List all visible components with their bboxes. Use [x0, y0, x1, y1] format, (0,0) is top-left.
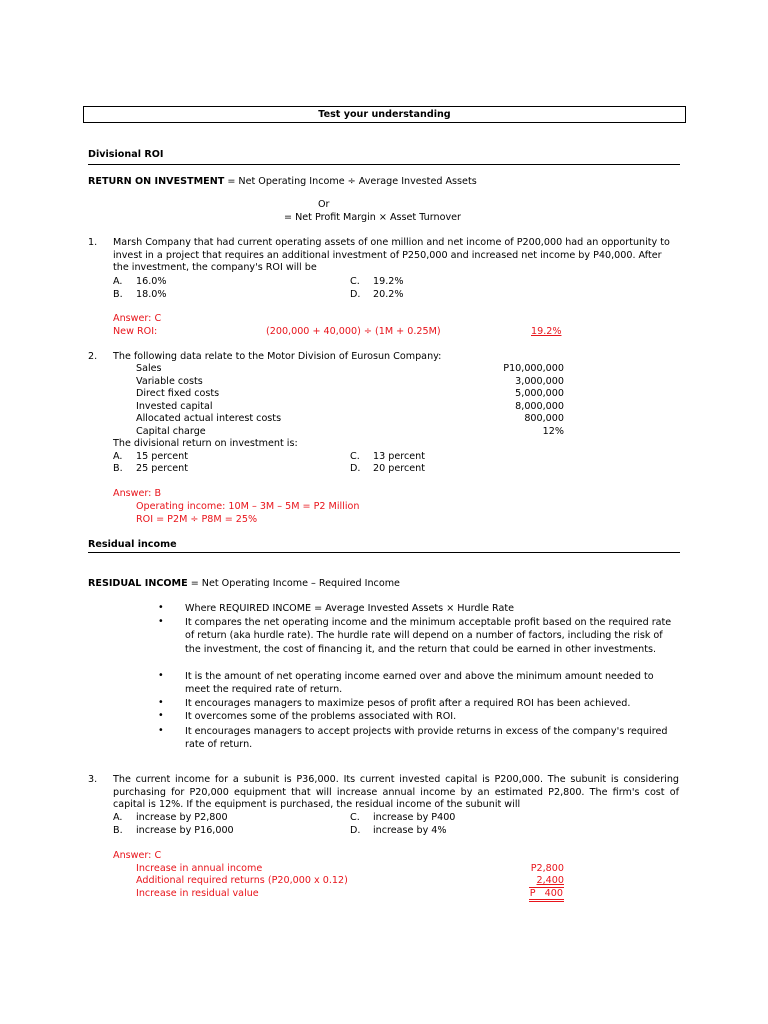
q1-option-a-letter: A.: [113, 276, 123, 287]
q2-solution-line: Operating income: 10M – 3M – 5M = P2 Million: [136, 501, 360, 512]
q2-option-b-letter: B.: [113, 463, 123, 474]
bullet-icon: •: [158, 602, 164, 613]
q2-option-d: 20 percent: [373, 463, 426, 474]
q1-new-roi-value: 19.2%: [531, 326, 562, 337]
q2-row-label: Invested capital: [136, 401, 213, 412]
q2-option-b: 25 percent: [136, 463, 189, 474]
q2-row-label: Variable costs: [136, 376, 203, 387]
q2-option-a: 15 percent: [136, 451, 189, 462]
q1-answer: Answer: C: [113, 313, 162, 324]
q1-option-d-letter: D.: [350, 289, 361, 300]
q1-number: 1.: [88, 237, 98, 248]
ri-bullet-text: Where REQUIRED INCOME = Average Invested Assets × Hurdle Rate: [185, 603, 515, 614]
q3-option-c-letter: C.: [350, 812, 360, 823]
q3-solution-value: [464, 888, 564, 900]
q2-row-value: 8,000,000: [515, 401, 564, 412]
ri-bullet-text: It overcomes some of the problems associated with ROI.: [185, 711, 457, 722]
roi-formula-label: RETURN ON INVESTMENT: [88, 176, 225, 187]
q1-option-c-letter: C.: [350, 276, 360, 287]
ri-formula-rest: = Net Operating Income – Required Income: [187, 578, 400, 589]
q1-new-roi-calc: (200,000 + 40,000) ÷ (1M + 0.25M): [266, 326, 441, 337]
q2-answer: Answer: B: [113, 488, 162, 499]
q2-row-label: Capital charge: [136, 426, 206, 437]
q2-solution-line: ROI = P2M ÷ P8M = 25%: [136, 514, 258, 525]
q2-question: The divisional return on investment is:: [113, 438, 298, 449]
section-rule: [88, 164, 680, 165]
q3-total-value: P 400: [529, 887, 564, 902]
q3-solution-label: Additional required returns (P20,000 x 0.12): [136, 875, 348, 886]
section-heading-residual-income: Residual income: [88, 539, 177, 550]
q2-option-d-letter: D.: [350, 463, 361, 474]
q3-option-d-letter: D.: [350, 825, 361, 836]
bullet-icon: •: [158, 616, 164, 627]
q1-option-a: 16.0%: [136, 276, 167, 287]
q1-option-d: 20.2%: [373, 289, 404, 300]
q3-text: The current income for a subunit is P36,000. Its current invested capital is P200,000. The subunit is considering purchasing for P20,000 equipment that will increase annual income by an estimated P2,800. The firm's cost of capital is 12%. If the equipment is purchased, the residual income of the subunit will: [113, 774, 679, 811]
q2-row-label: Sales: [136, 363, 162, 374]
q2-row-label: Direct fixed costs: [136, 388, 220, 399]
ri-formula-label: RESIDUAL INCOME: [88, 578, 188, 589]
q3-option-b: increase by P16,000: [136, 825, 234, 836]
q3-answer: Answer: C: [113, 850, 162, 861]
page-title: Test your understanding: [83, 106, 686, 123]
q2-row-value: 12%: [542, 426, 564, 437]
q3-option-a-letter: A.: [113, 812, 123, 823]
section-heading-roi: Divisional ROI: [88, 149, 164, 160]
bullet-icon: •: [158, 725, 164, 736]
q2-row-value: 3,000,000: [515, 376, 564, 387]
roi-alt-formula: = Net Profit Margin × Asset Turnover: [284, 212, 461, 223]
ri-bullet-text: It compares the net operating income and the minimum acceptable profit based on the required rate of return (aka hurdle rate). The hurdle rate will depend on a number of factors, including the risk of the investment, the cost of financing it, and the return that could be earned in other investments.: [185, 617, 672, 655]
q3-option-a: increase by P2,800: [136, 812, 228, 823]
q3-option-d: increase by 4%: [373, 825, 447, 836]
q2-option-c: 13 percent: [373, 451, 426, 462]
ri-bullet-text: It encourages managers to accept projects with provide returns in excess of the company's required rate of return.: [185, 726, 668, 751]
q2-option-a-letter: A.: [113, 451, 123, 462]
q1-option-c: 19.2%: [373, 276, 404, 287]
q2-number: 2.: [88, 351, 98, 362]
q3-solution-value: P2,800: [530, 863, 564, 874]
roi-or: Or: [318, 199, 330, 210]
ri-formula: [88, 578, 400, 590]
ri-bullet-text: It encourages managers to maximize pesos of profit after a required ROI has been achieved.: [185, 698, 631, 709]
q3-option-c: increase by P400: [373, 812, 456, 823]
q3-solution-label: Increase in residual value: [136, 888, 259, 899]
roi-formula-rest: = Net Operating Income ÷ Average Invested Assets: [224, 176, 477, 187]
bullet-icon: •: [158, 670, 164, 681]
q1-text: Marsh Company that had current operating assets of one million and net income of P200,000 had an opportunity to invest in a project that requires an additional investment of P250,000 and increased net income by P40,000. After the investment, the company's ROI will be: [113, 237, 670, 274]
roi-formula: [88, 176, 477, 188]
q2-text: The following data relate to the Motor Division of Eurosun Company:: [113, 351, 442, 362]
q3-option-b-letter: B.: [113, 825, 123, 836]
q2-row-label: Allocated actual interest costs: [136, 413, 282, 424]
q2-row-value: 5,000,000: [515, 388, 564, 399]
q2-option-c-letter: C.: [350, 451, 360, 462]
ri-bullet-text: It is the amount of net operating income earned over and above the minimum amount needed to meet the required rate of return.: [185, 671, 654, 696]
q3-solution-value: 2,400: [536, 875, 564, 886]
bullet-icon: •: [158, 710, 164, 721]
q2-row-value: P10,000,000: [503, 363, 564, 374]
q2-row-value: 800,000: [524, 413, 564, 424]
q1-option-b-letter: B.: [113, 289, 123, 300]
q1-new-roi-label: New ROI:: [113, 326, 158, 337]
section-rule: [88, 552, 680, 553]
q3-solution-label: Increase in annual income: [136, 863, 263, 874]
q1-option-b: 18.0%: [136, 289, 167, 300]
q3-number: 3.: [88, 774, 98, 785]
bullet-icon: •: [158, 697, 164, 708]
